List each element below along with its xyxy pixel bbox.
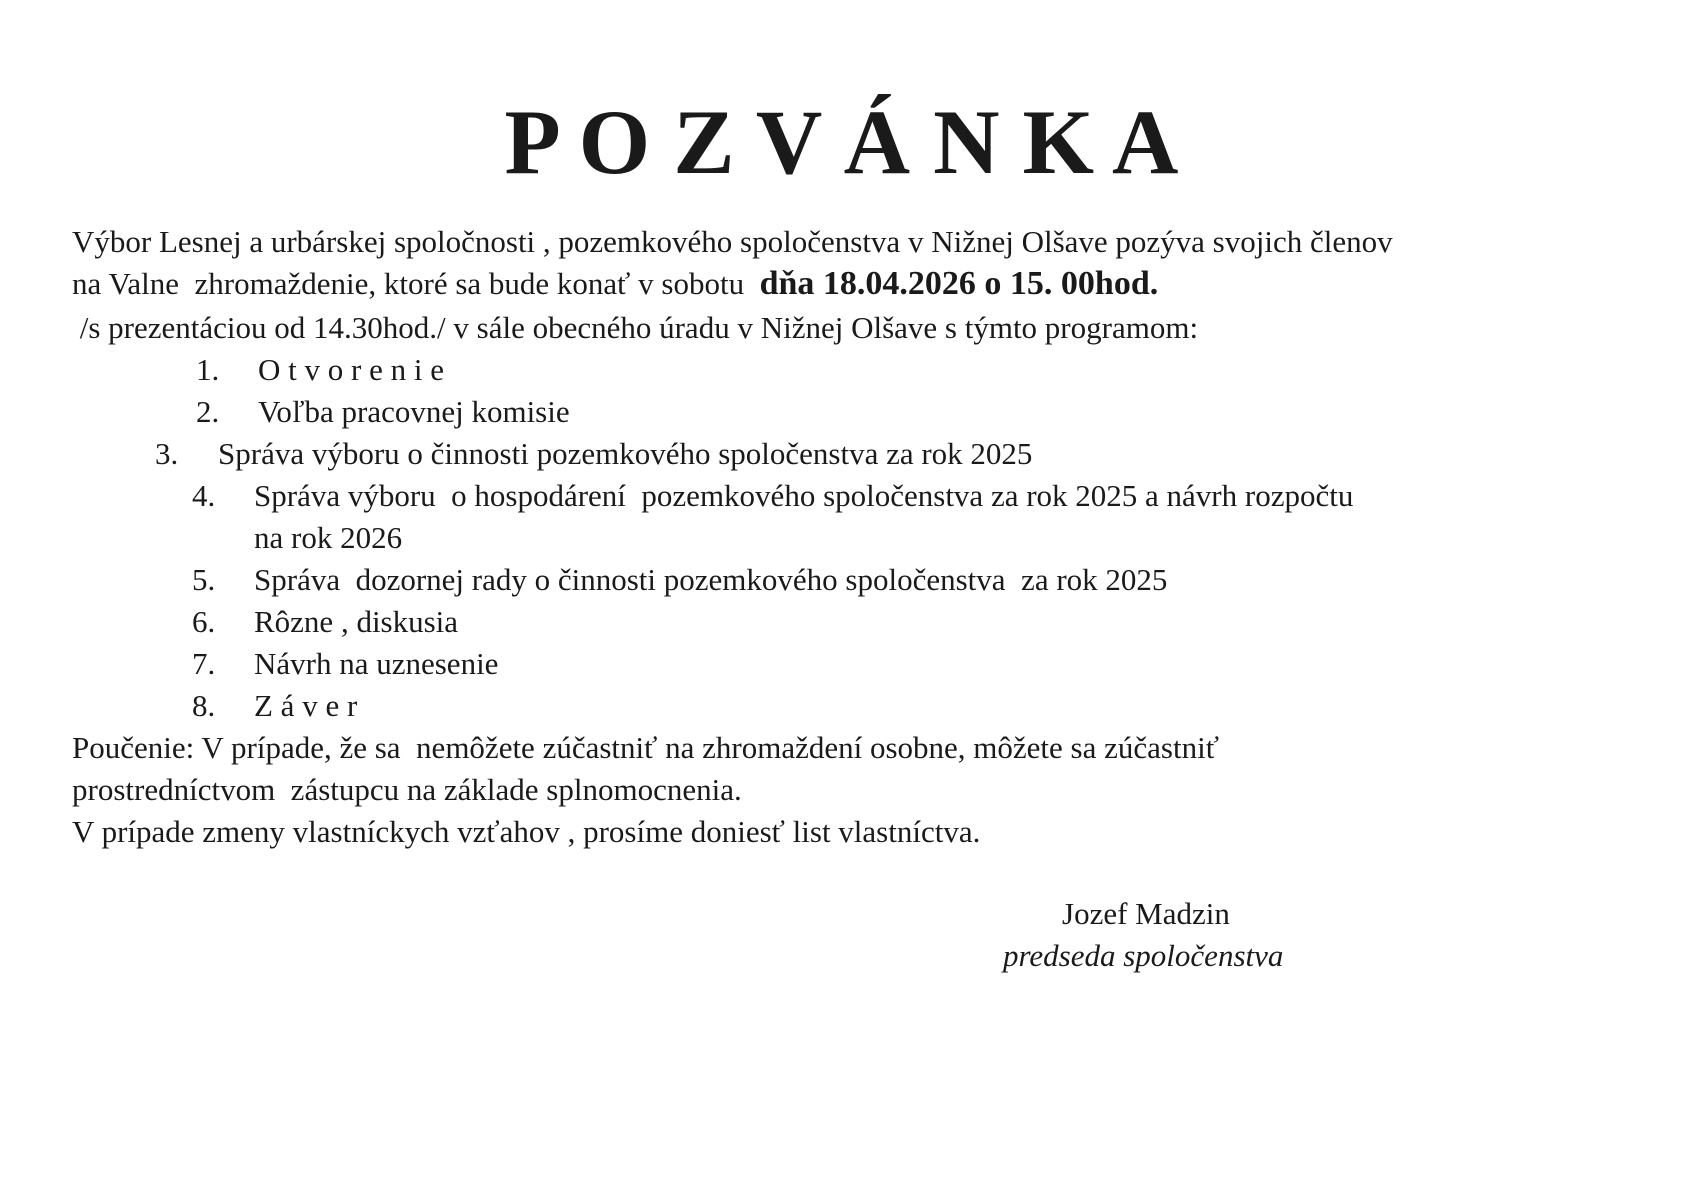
program-item-number: 8. [192,688,216,723]
program-item-text: Návrh na uznesenie [254,646,499,681]
program-item-number: 7. [192,646,216,681]
program-item-text-continuation: na rok 2026 [254,520,403,555]
program-item-text: Voľba pracovnej komisie [258,394,570,429]
meeting-date: dňa 18.04.2026 o 15. 00hod. [759,265,1159,302]
notice-line-1: Poučenie: V prípade, že sa nemôžete zúčastniť na zhromaždení osobne, môžete sa zúčastniť [72,730,1219,765]
intro-line-1: Výbor Lesnej a urbárskej spoločnosti , pozemkového spoločenstva v Nižnej Olšave pozýva svojich členov [72,224,1393,259]
notice-line-2: prostredníctvom zástupcu na základe splnomocnenia. [72,772,742,807]
program-item-number: 6. [192,604,216,639]
intro-line-2 [72,264,1158,304]
document-title: P O Z V Á N K A [504,91,1179,193]
program-item-text: Správa výboru o hospodárení pozemkového spoločenstva za rok 2025 a návrh rozpočtu [254,478,1354,513]
program-item-number: 4. [192,478,216,513]
signature-name: Jozef Madzin [1062,896,1230,931]
program-item-number: 1. [196,352,220,387]
program-item-text: Z á v e r [254,688,358,723]
program-item-text: Správa výboru o činnosti pozemkového spoločenstva za rok 2025 [218,436,1033,471]
program-item-number: 3. [155,436,179,471]
program-item-text: O t v o r e n i e [258,352,444,387]
program-item-text: Správa dozornej rady o činnosti pozemkového spoločenstva za rok 2025 [254,562,1168,597]
program-item-number: 5. [192,562,216,597]
program-item-text: Rôzne , diskusia [254,604,459,639]
intro-line-2-text: na Valne zhromaždenie, ktoré sa bude konať v sobotu [72,266,760,301]
signature-role: predseda spoločenstva [1003,938,1284,973]
intro-line-3: /s prezentáciou od 14.30hod./ v sále obecného úradu v Nižnej Olšave s týmto programom: [72,310,1199,345]
program-item-number: 2. [196,394,220,429]
notice-line-3: V prípade zmeny vlastníckych vzťahov , prosíme doniesť list vlastníctva. [72,814,981,849]
